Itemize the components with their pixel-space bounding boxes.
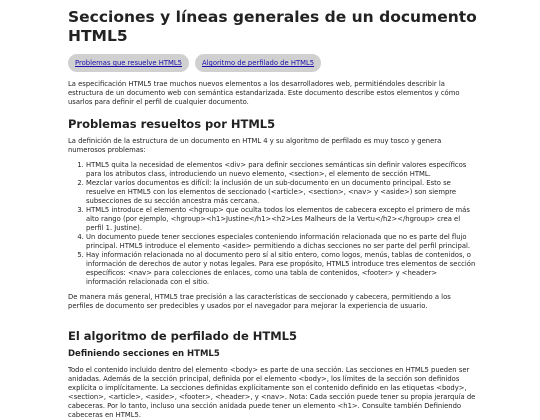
page-title: Secciones y líneas generales de un documento HTML5	[68, 8, 477, 45]
section-heading-algorithm: El algoritmo de perfilado de HTML5	[68, 329, 298, 343]
list-item: 2. Mezclar varios documentos es difícil: la inclusión de un sub-documento en un documento principal. Esto se resuelve en HTML5 con los elementos de seccionado (<article>, <section>, <nav> y <aside>) son siempre subsecciones de su sección ancestra más cercana.	[86, 179, 478, 206]
problems-list	[68, 161, 478, 287]
list-item: 5. Hay información relacionada no al documento pero sí al sitio entero, como logos, menús, tablas de contenidos, o información de derechos de autor y notas legales. Para ese propósito, HTML5 introduce tres elementos de sección específicos: <nav> para colecciones de enlaces, como una tabla de contenidos, <footer> y <header> información relacionada con el sitio.	[86, 251, 478, 287]
problems-paragraph: La definición de la estructura de un documento en HTML 4 y su algoritmo de perfilado es muy tosco y genera numerosos problemas:	[68, 137, 442, 154]
section-heading-problems: Problemas resueltos por HTML5	[68, 117, 276, 131]
list-item: 3. HTML5 introduce el elemento <hgroup> que oculta todos los elementos de cabecera excepto el primero de más alto rango (por ejemplo, <hgroup><h1>Justine</h1><h2>Les Malheurs de la Vertu</h2></hgroup> crea el perfil 1. Justine).	[86, 206, 478, 233]
list-item: 1. HTML5 quita la necesidad de elementos <div> para definir secciones semánticas sin definir valores específicos para los atributos class, introduciendo un nuevo elemento, <section>, el elemento de sección HTML.	[86, 161, 478, 179]
toc-nav	[68, 54, 478, 72]
subsection-heading: Definiendo secciones en HTML5	[68, 349, 220, 359]
intro-paragraph: La especificación HTML5 trae muchos nuevos elementos a los desarrolladores web, permitiéndoles describir la estructura de un documento web con semántica estandarizada. Este documento describe estos elementos y cómo usarlos para definir el perfil de cualquier documento.	[68, 80, 460, 106]
list-item: 4. Un documento puede tener secciones especiales conteniendo información relacionada que no es parte del flujo principal. HTML5 introduce el elemento <aside> permitiendo a dichas secciones no ser parte del perfil principal.	[86, 233, 478, 251]
nav-link-problems[interactable]: Problemas que resuelve HTML5	[68, 54, 189, 72]
closing-paragraph: De manera más general, HTML5 trae precisión a las características de seccionado y cabecera, permitiendo a los perfiles de documento ser predecibles y usados por el navegador para mejorar la experiencia de usuario.	[68, 293, 451, 310]
nav-link-algorithm[interactable]: Algoritmo de perfilado de HTML5	[195, 54, 321, 72]
sections-paragraph: Todo el contenido incluido dentro del elemento <body> es parte de una sección. Las secciones en HTML5 pueden ser anidadas. Además de la sección principal, definida por el elemento <body>, los límites de la sección son definidos explícita o implícitamente. La secciones definidas explícitamente son el contenido definido en las etiquetas <body>, <section>, <article>, <aside>, <footer>, <header>, y <nav>. Nota: Cada sección puede tener su propia jerarquía de cabeceras. Por lo tanto, incluso una sección anidada puede tener un elemento <h1>. Consulte también Definiendo cabeceras en HTML5.	[68, 366, 476, 419]
